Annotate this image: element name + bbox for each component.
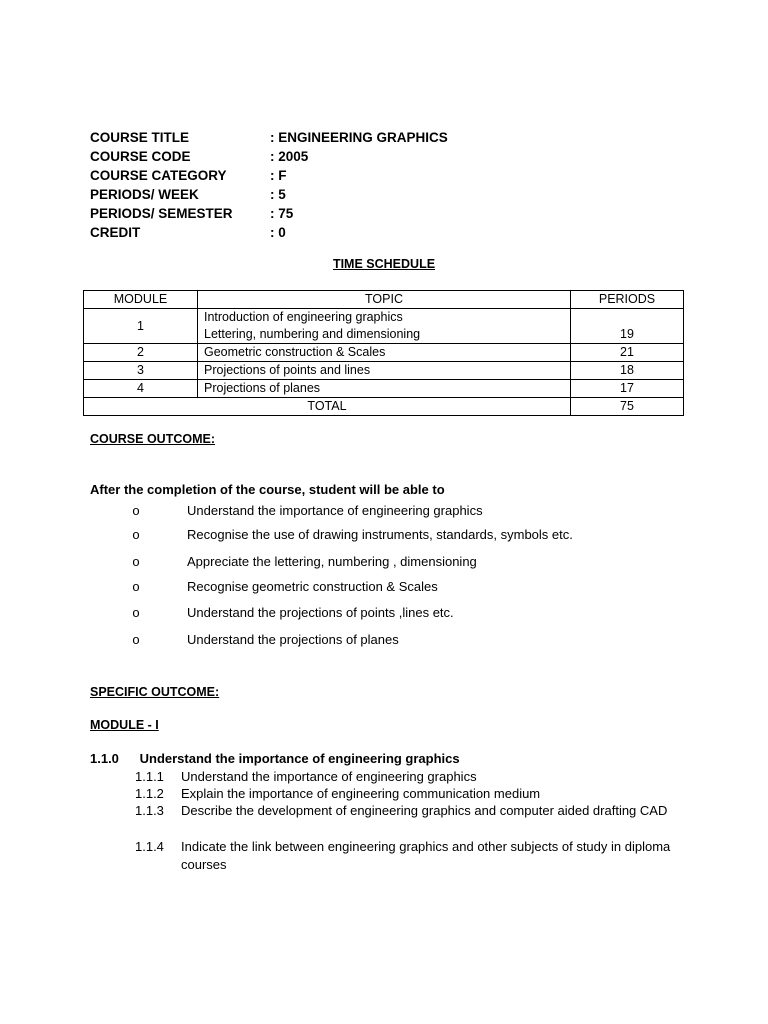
course-category-row [90,166,448,185]
course-title-value: : ENGINEERING GRAPHICS [270,130,448,145]
topic-cell: Geometric construction & Scales [198,344,571,362]
module-cell: 3 [84,362,198,380]
section-number: 1.1.0 [90,751,119,766]
periods-header: PERIODS [571,291,684,309]
topic-cell: Projections of planes [198,380,571,398]
course-info [90,128,448,242]
outcome-text: Appreciate the lettering, numbering , dimensioning [187,554,477,569]
periods-cell: 18 [571,362,684,380]
credit-row [90,223,448,242]
bullet-icon: o [132,632,140,647]
item-number: 1.1.3 [135,803,164,818]
section-heading [90,751,460,766]
course-outcome-heading: COURSE OUTCOME: [90,432,215,446]
table-row [84,362,684,380]
module-cell: 1 [84,309,198,344]
periods-semester-value: : 75 [270,206,294,221]
time-schedule-table [83,290,684,416]
outcome-text: Understand the importance of engineering graphics [187,503,483,518]
periods-cell: 19 [571,309,684,344]
periods-semester-row [90,204,448,223]
periods-cell: 17 [571,380,684,398]
time-schedule-title: TIME SCHEDULE [332,257,436,271]
course-code-row [90,147,448,166]
total-label: TOTAL [84,398,571,416]
module-cell: 4 [84,380,198,398]
credit-value: : 0 [270,225,286,240]
outcome-text: Recognise geometric construction & Scales [187,579,438,594]
topic-cell [198,309,571,344]
bullet-icon: o [132,503,140,518]
bullet-icon: o [132,605,140,620]
module-cell: 2 [84,344,198,362]
item-text: Describe the development of engineering graphics and computer aided drafting CAD [181,803,668,818]
bullet-icon: o [132,527,140,542]
periods-semester-label: PERIODS/ SEMESTER [90,206,233,221]
topic-line: Lettering, numbering and dimensioning [204,327,421,341]
periods-week-row [90,185,448,204]
periods-week-label: PERIODS/ WEEK [90,187,199,202]
table-header-row [84,291,684,309]
topic-cell: Projections of points and lines [198,362,571,380]
item-text: Indicate the link between engineering graphics and other subjects of study in diploma courses [181,839,671,872]
course-title-label: COURSE TITLE [90,130,190,145]
course-category-label: COURSE CATEGORY [90,168,227,183]
periods-cell: 21 [571,344,684,362]
item-text: Explain the importance of engineering communication medium [181,786,541,801]
specific-outcome-heading: SPECIFIC OUTCOME: [90,685,220,699]
module-header: MODULE [84,291,198,309]
outcome-text: Understand the projections of points ,lines etc. [187,605,454,620]
course-category-value: : F [270,168,287,183]
bullet-icon: o [132,554,140,569]
item-number: 1.1.4 [135,839,164,854]
item-text: Understand the importance of engineering graphics [181,769,477,784]
course-title-row [90,128,448,147]
course-outcome-intro: After the completion of the course, student will be able to [90,482,445,497]
item-number: 1.1.1 [135,769,164,784]
topic-line: Introduction of engineering graphics [204,310,403,324]
table-row [84,344,684,362]
total-row [84,398,684,416]
course-code-value: : 2005 [270,149,309,164]
module-heading: MODULE - I [90,718,159,732]
outcome-text: Understand the projections of planes [187,632,399,647]
table-row [84,309,684,344]
total-periods: 75 [571,398,684,416]
credit-label: CREDIT [90,225,141,240]
periods-week-value: : 5 [270,187,286,202]
table-row [84,380,684,398]
topic-header: TOPIC [198,291,571,309]
course-code-label: COURSE CODE [90,149,191,164]
bullet-icon: o [132,579,140,594]
outcome-text: Recognise the use of drawing instruments, standards, symbols etc. [187,527,573,542]
section-text: Understand the importance of engineering graphics [139,751,460,766]
item-number: 1.1.2 [135,786,164,801]
